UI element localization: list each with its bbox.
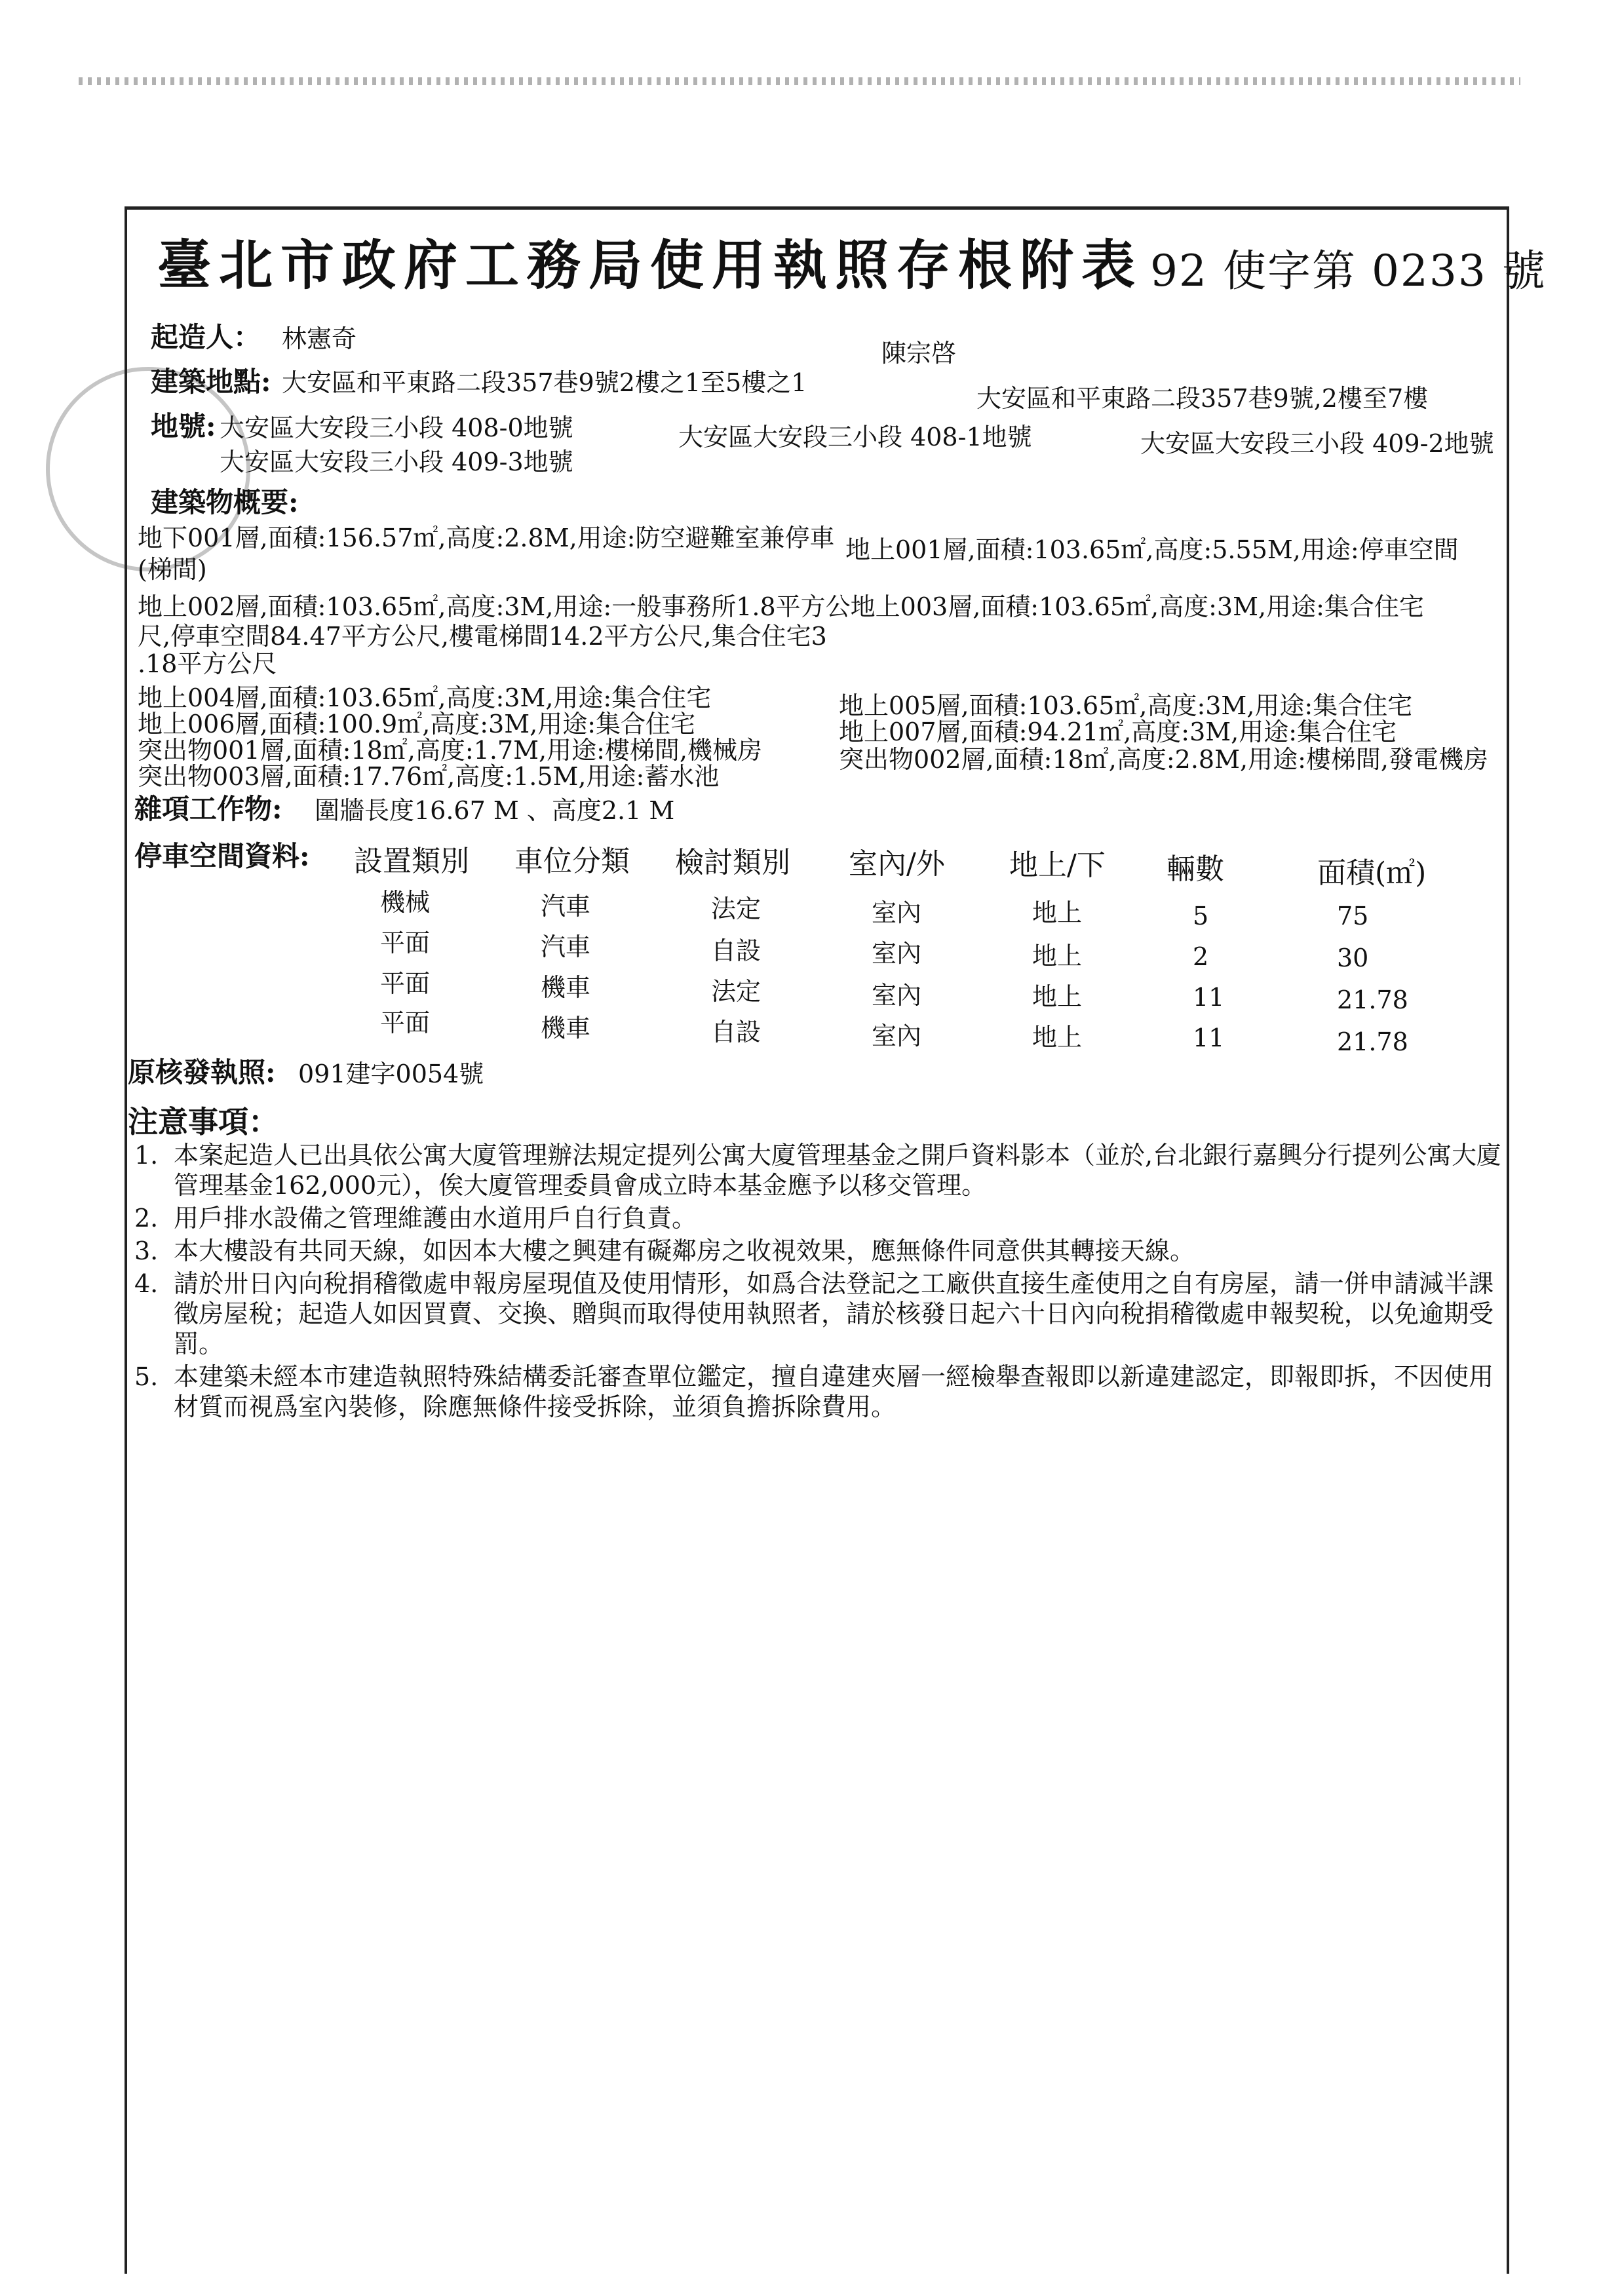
parking-label: 停車空間資料:	[134, 840, 310, 872]
location-address-1: 大安區和平東路二段357巷9號2樓之1至5樓之1	[282, 368, 807, 397]
note-text: 本建築未經本市建造執照特殊結構委託審查單位鑑定，擅自違建夾層一經檢舉查報即以新違建認定，即報即拆，不因使用材質而視爲室內裝修，除應無條件接受拆除，並須負擔拆除費用。	[174, 1362, 1494, 1421]
note-number: 2.	[134, 1204, 159, 1233]
scan-artifact	[79, 77, 1520, 85]
note-text: 本案起造人已出具依公寓大廈管理辦法規定提列公寓大廈管理基金之開戶資料影本（並於,台北銀行嘉興分行提列公寓大廈管理基金162,000元），俟大廈管理委員會成立時本基金應予以移交管理。	[174, 1141, 1502, 1200]
original-license-value: 091建字0054號	[298, 1060, 484, 1088]
table-cell: 室內	[872, 981, 922, 1010]
note-text: 用戶排水設備之管理維護由水道用戶自行負責。	[174, 1204, 697, 1233]
builder-label: 起造人：	[151, 321, 261, 353]
list-item	[134, 1362, 1517, 1422]
note-text: 請於卅日內向稅捐稽徵處申報房屋現值及使用情形，如爲合法登記之工廠供直接生產使用之自有房屋，請一併申請減半課徵房屋稅；起造人如因買賣、交換、贈與而取得使用執照者，請於核發日起六十日內向稅捐稽徵處申報契稅，以免逾期受罰。	[174, 1269, 1494, 1358]
table-cell: 21.78	[1337, 1027, 1408, 1056]
overview-floor-1: 地上001層,面積:103.65㎡,高度:5.55M,用途:停車空間	[845, 535, 1459, 564]
lot-label: 地號:	[151, 410, 216, 442]
list-item	[134, 1236, 1517, 1266]
parking-header-indoor: 室內/外	[849, 847, 945, 881]
table-cell: 機車	[541, 1014, 591, 1043]
table-cell: 平面	[380, 969, 431, 998]
document-number: 92 使字第 0233 號	[1150, 246, 1547, 296]
parking-header-area: 面積(㎡)	[1317, 856, 1427, 890]
note-text: 本大樓設有共同天線，如因本大樓之興建有礙鄰房之收視效果，應無條件同意供其轉接天線。	[174, 1236, 1195, 1265]
overview-penthouse-2: 突出物002層,面積:18㎡,高度:2.8M,用途:樓梯間,發電機房	[839, 745, 1488, 774]
table-cell: 機械	[380, 888, 431, 917]
table-cell: 地上	[1032, 942, 1083, 970]
table-cell: 11	[1193, 983, 1225, 1012]
parking-header-category: 車位分類	[514, 845, 630, 878]
table-cell: 自設	[711, 936, 762, 965]
table-cell: 平面	[380, 1008, 431, 1037]
table-cell: 地上	[1032, 982, 1083, 1011]
note-number: 1.	[134, 1141, 159, 1170]
location-address-2: 大安區和平東路二段357巷9號,2樓至7樓	[976, 384, 1429, 413]
overview-label: 建築物概要:	[151, 486, 299, 518]
table-cell: 汽車	[541, 932, 591, 961]
table-cell: 5	[1193, 902, 1209, 930]
parking-header-level: 地上/下	[1009, 849, 1106, 882]
lot-number-4: 大安區大安段三小段 409-3地號	[220, 448, 573, 476]
builder-name: 林憲奇	[282, 324, 357, 353]
table-cell: 自設	[711, 1018, 762, 1046]
table-cell: 11	[1193, 1024, 1225, 1052]
list-item	[134, 1269, 1517, 1359]
overview-penthouse-3: 突出物003層,面積:17.76㎡,高度:1.5M,用途:蓄水池	[138, 762, 720, 791]
misc-works-label: 雜項工作物:	[134, 793, 282, 825]
table-cell: 75	[1337, 902, 1369, 930]
notes-list	[134, 1140, 1517, 1425]
table-cell: 平面	[380, 928, 431, 957]
table-cell: 機車	[541, 973, 591, 1002]
overview-floor-6: 地上006層,面積:100.9㎡,高度:3M,用途:集合住宅	[138, 710, 696, 738]
overview-floor-2-3: 地上002層,面積:103.65㎡,高度:3M,用途:一般事務所1.8平方公地上003層,面積:103.65㎡,高度:3M,用途:集合住宅	[138, 592, 1424, 621]
table-cell: 室內	[872, 1022, 922, 1050]
location-label: 建築地點:	[151, 366, 271, 398]
lot-number-1: 大安區大安段三小段 408-0地號	[220, 413, 573, 442]
page-title: 臺北市政府工務局使用執照存根附表	[157, 234, 1144, 297]
note-number: 5.	[134, 1362, 159, 1391]
table-cell: 21.78	[1337, 985, 1408, 1014]
notes-label: 注意事項：	[128, 1104, 279, 1139]
table-cell: 室內	[872, 939, 922, 968]
lot-number-2: 大安區大安段三小段 408-1地號	[678, 423, 1032, 451]
table-cell: 室內	[872, 898, 922, 927]
overview-penthouse-1: 突出物001層,面積:18㎡,高度:1.7M,用途:樓梯間,機械房	[138, 736, 762, 765]
table-cell: 30	[1337, 944, 1369, 972]
overview-basement-1: 地下001層,面積:156.57㎡,高度:2.8M,用途:防空避難室兼停車	[138, 524, 835, 552]
parking-header-type: 設置類別	[354, 845, 469, 878]
parking-header-count: 輛數	[1167, 852, 1224, 886]
list-item	[134, 1140, 1517, 1200]
table-cell: 地上	[1032, 898, 1083, 927]
lot-number-3: 大安區大安段三小段 409-2地號	[1140, 429, 1494, 458]
overview-floor-7: 地上007層,面積:94.21㎡,高度:3M,用途:集合住宅	[839, 718, 1397, 746]
table-cell: 2	[1193, 942, 1209, 971]
table-cell: 汽車	[541, 892, 591, 921]
misc-works-value: 圍牆長度16.67 M 、高度2.1 M	[315, 796, 675, 825]
overview-floor-2-detail-2: .18平方公尺	[138, 649, 277, 678]
builder-name-2: 陳宗啓	[881, 339, 957, 368]
original-license-label: 原核發執照:	[128, 1056, 276, 1088]
table-cell: 法定	[711, 977, 762, 1006]
overview-floor-4: 地上004層,面積:103.65㎡,高度:3M,用途:集合住宅	[138, 683, 712, 712]
note-number: 4.	[134, 1269, 159, 1298]
overview-floor-2-detail: 尺,停車空間84.47平方公尺,樓電梯間14.2平方公尺,集合住宅3	[138, 622, 827, 651]
table-cell: 地上	[1032, 1023, 1083, 1052]
parking-header-review: 檢討類別	[675, 846, 790, 879]
table-cell: 法定	[711, 894, 762, 923]
note-number: 3.	[134, 1236, 159, 1265]
list-item	[134, 1203, 1517, 1233]
overview-floor-1-note: (梯間)	[138, 555, 207, 584]
overview-floor-5: 地上005層,面積:103.65㎡,高度:3M,用途:集合住宅	[839, 691, 1413, 720]
